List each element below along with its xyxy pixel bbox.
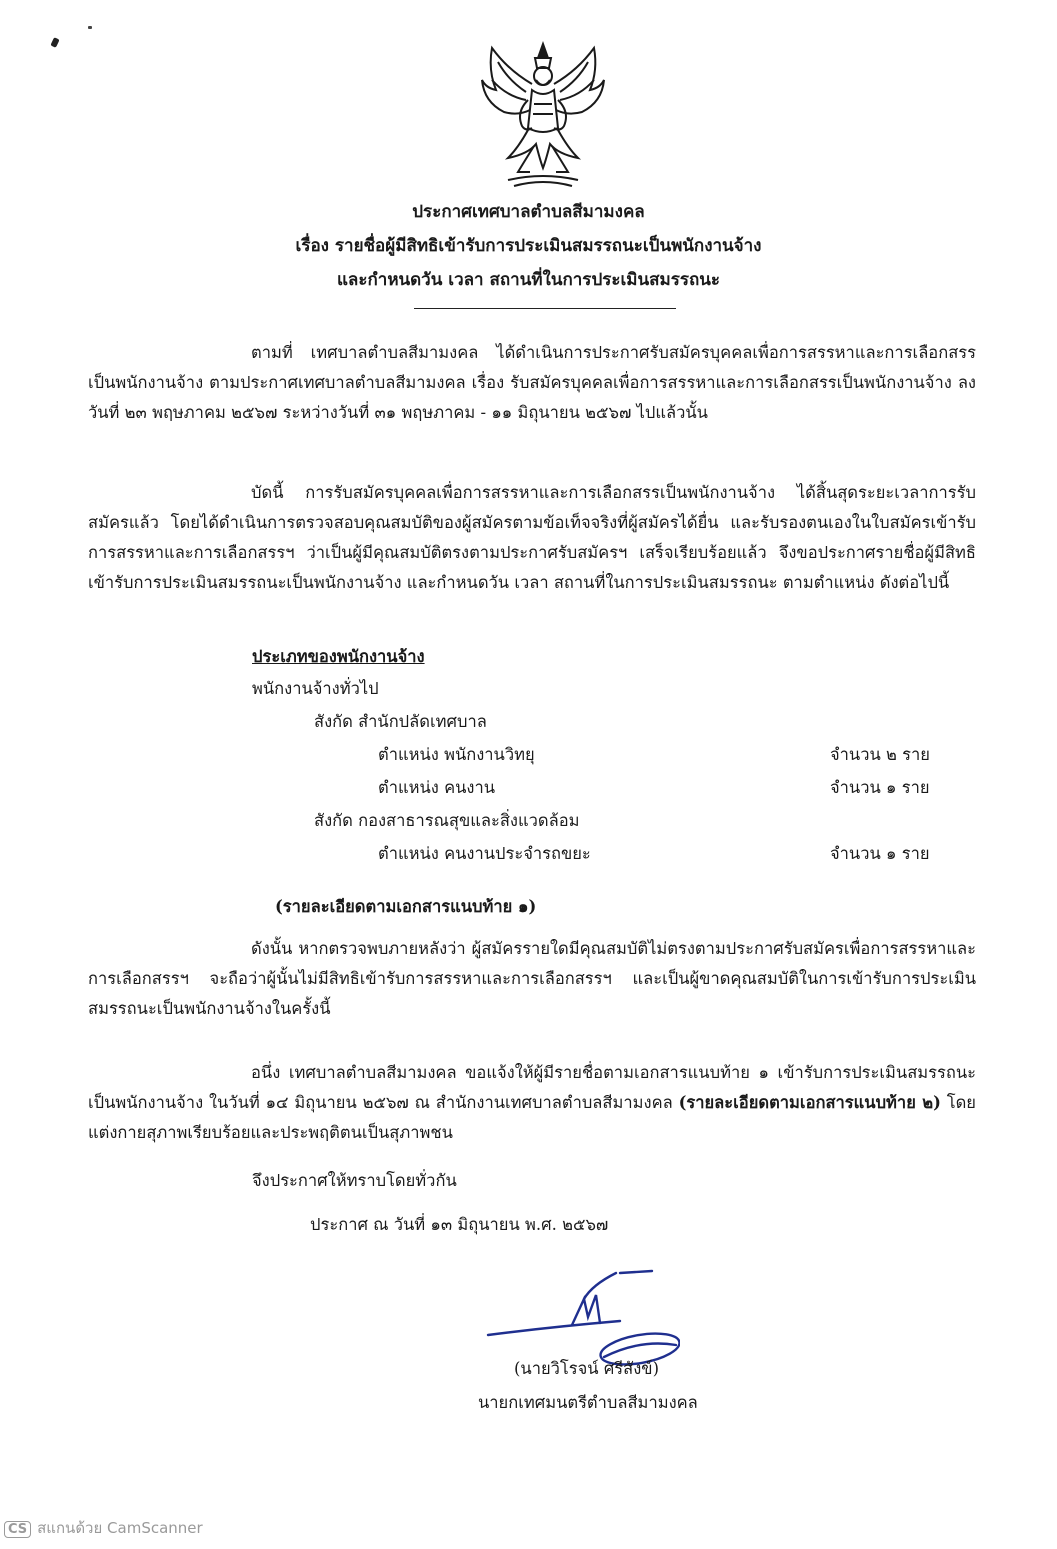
department-1: สังกัด สำนักปลัดเทศบาล [314,712,487,731]
announcement-title: ประกาศเทศบาลตำบลสีมามงคล [412,202,645,222]
paragraph-4-text: อนึ่ง เทศบาลตำบลสีมามงคล ขอแจ้งให้ผู้มีรายชื่อตามเอกสารแนบท้าย ๑ เข้ารับการประเมินสมรรถนะเป็นพนักงานจ้าง ในวันที่ ๑๔ มิถุนายน ๒๕๖๗ ณ สำนักงานเทศบาลตำบลสีมามงคล [88,1063,976,1112]
department-2: สังกัด กองสาธารณสุขและสิ่งแวดล้อม [314,811,580,830]
announcement-subject-line2: และกำหนดวัน เวลา สถานที่ในการประเมินสมรรถนะ [336,270,721,290]
signer-name: (นายวิโรจน์ ศรีสังข์) [514,1359,660,1378]
position-2-count: จำนวน ๑ ราย [830,778,930,797]
announcement-date: ประกาศ ณ วันที่ ๑๓ มิถุนายน พ.ศ. ๒๕๖๗ [310,1215,609,1234]
closing-statement: จึงประกาศให้ทราบโดยทั่วกัน [252,1171,457,1190]
paragraph-4 [88,1058,976,1148]
paragraph-4-tail: โดยแต่งกายสุภาพเรียบร้อยและประพฤติตนเป็นสุภาพชน [88,1093,976,1142]
employee-category: พนักงานจ้างทั่วไป [252,679,379,698]
garuda-emblem-icon [478,40,608,190]
paragraph-2: บัดนี้ การรับสมัครบุคคลเพื่อการสรรหาและการเลือกสรรเป็นพนักงานจ้าง ได้สิ้นสุดระยะเวลาการรับสมัครแล้ว โดยได้ดำเนินการตรวจสอบคุณสมบัติของผู้สมัครตามข้อเท็จจริงที่ผู้สมัครได้ยื่น และรับรองตนเองในใบสมัครเข้ารับการสรรหาและการเลือกสรรฯ ว่าเป็นผู้มีคุณสมบัติตรงตามประกาศรับสมัครฯ เสร็จเรียบร้อยแล้ว จึงขอประกาศรายชื่อผู้มีสิทธิเข้ารับการประเมินสมรรถนะเป็นพนักงานจ้าง และกำหนดวัน เวลา สถานที่ในการประเมินสมรรถนะ ตามตำแหน่ง ดังต่อไปนี้ [88,483,976,592]
paragraph-1: ตามที่ เทศบาลตำบลสีมามงคล ได้ดำเนินการประกาศรับสมัครบุคคลเพื่อการสรรหาและการเลือกสรรเป็นพนักงานจ้าง ตามประกาศเทศบาลตำบลสีมามงคล เรื่อง รับสมัครบุคคลเพื่อการสรรหาและการเลือกสรรเป็นพนักงานจ้าง ลงวันที่ ๒๓ พฤษภาคม ๒๕๖๗ ระหว่างวันที่ ๓๑ พฤษภาคม - ๑๑ มิถุนายน ๒๕๖๗ ไปแล้วนั้น [88,343,976,422]
signer-title: นายกเทศมนตรีตำบลสีมามงคล [478,1393,698,1412]
paragraph-3: ดังนั้น หากตรวจพบภายหลังว่า ผู้สมัครรายใดมีคุณสมบัติไม่ตรงตามประกาศรับสมัครเพื่อการสรรหาและการเลือกสรรฯ จะถือว่าผู้นั้นไม่มีสิทธิเข้ารับการสรรหาและการเลือกสรรฯ และเป็นผู้ขาดคุณสมบัติในการเข้ารับการประเมินสมรรถนะเป็นพนักงานจ้างในครั้งนี้ [88,939,976,1018]
camscanner-watermark [4,1516,203,1540]
camscanner-text: สแกนด้วย CamScanner [37,1519,203,1537]
paragraph-4-attachment: (รายละเอียดตามเอกสารแนบท้าย ๒) [678,1093,941,1112]
employee-type-heading: ประเภทของพนักงานจ้าง [252,647,425,666]
position-2: ตำแหน่ง คนงาน [378,778,495,797]
camscanner-logo-icon: CS [4,1521,31,1538]
scan-speck [50,37,59,48]
heading-divider [414,308,676,309]
position-3-count: จำนวน ๑ ราย [830,844,930,863]
attachment-note: (รายละเอียดตามเอกสารแนบท้าย ๑) [275,897,537,916]
scan-speck [88,26,92,29]
position-3: ตำแหน่ง คนงานประจำรถขยะ [378,844,591,863]
announcement-subject: เรื่อง รายชื่อผู้มีสิทธิเข้ารับการประเมินสมรรถนะเป็นพนักงานจ้าง [295,236,762,256]
position-1: ตำแหน่ง พนักงานวิทยุ [378,745,535,764]
position-1-count: จำนวน ๒ ราย [830,745,930,764]
